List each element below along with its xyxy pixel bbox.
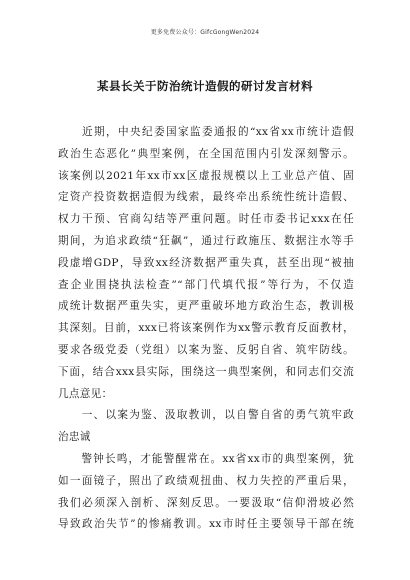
body-line: 段虚增GDP，导致xx经济数据严重失真，甚至出现“被抽 [58, 256, 354, 269]
body-line: 下面，结合xxx县实际，围绕这一典型案例，和同志们交流 [58, 365, 354, 378]
body-line: 定资产投资数据造假为线索，最终牵出系统性统计造假、 [58, 191, 354, 204]
body-line: 如一面镜子，照出了政绩观扭曲、权力失控的严重后果， [58, 474, 354, 487]
document-body [58, 122, 354, 536]
body-line: 一、以案为鉴、汲取教训，以自警自省的勇气筑牢政 [58, 409, 354, 422]
body-line: 政治生态恶化”典型案例，在全国范围内引发深刻警示。 [58, 147, 354, 160]
body-line: 导致政治失节”的惨痛教训。xx市时任主要领导干部在统 [58, 518, 354, 531]
document-title: 某县长关于防治统计造假的研讨发言材料 [97, 79, 313, 93]
top-notice: 更多免费公众号：GifcGongWen2024 [150, 29, 260, 36]
body-line: 成统计数据严重失实，更严重破坏地方政治生态，教训极 [58, 300, 354, 313]
body-line: 治忠诚 [58, 431, 91, 444]
body-line: 该案例以2021年xx市xx区虚报规模以上工业总产值、固 [58, 169, 354, 182]
body-line: 查企业围挠执法检查”“部门代填代报”等行为，不仅造 [58, 278, 354, 291]
body-line: 其深刻。目前，xxx已将该案例作为xx警示教育反面教材， [58, 322, 354, 335]
body-line: 我们必须深入剖析、深刻反思。一要汲取“信仰滑坡必然 [58, 496, 354, 509]
body-line: 权力干预、官商勾结等严重问题。时任市委书记xxx在任 [58, 213, 354, 226]
body-line: 期间，为追求政绩“狂飙”，通过行政施压、数据注水等手 [58, 234, 354, 247]
body-line: 警钟长鸣，才能警醒常在。xx省xx市的典型案例，犹 [58, 452, 354, 465]
body-line: 要求各级党委（党组）以案为鉴、反躬自省、筑牢防线。 [58, 343, 354, 356]
body-line: 近期，中央纪委国家监委通报的“xx省xx市统计造假 [58, 126, 354, 138]
body-line: 几点意见： [58, 387, 113, 400]
